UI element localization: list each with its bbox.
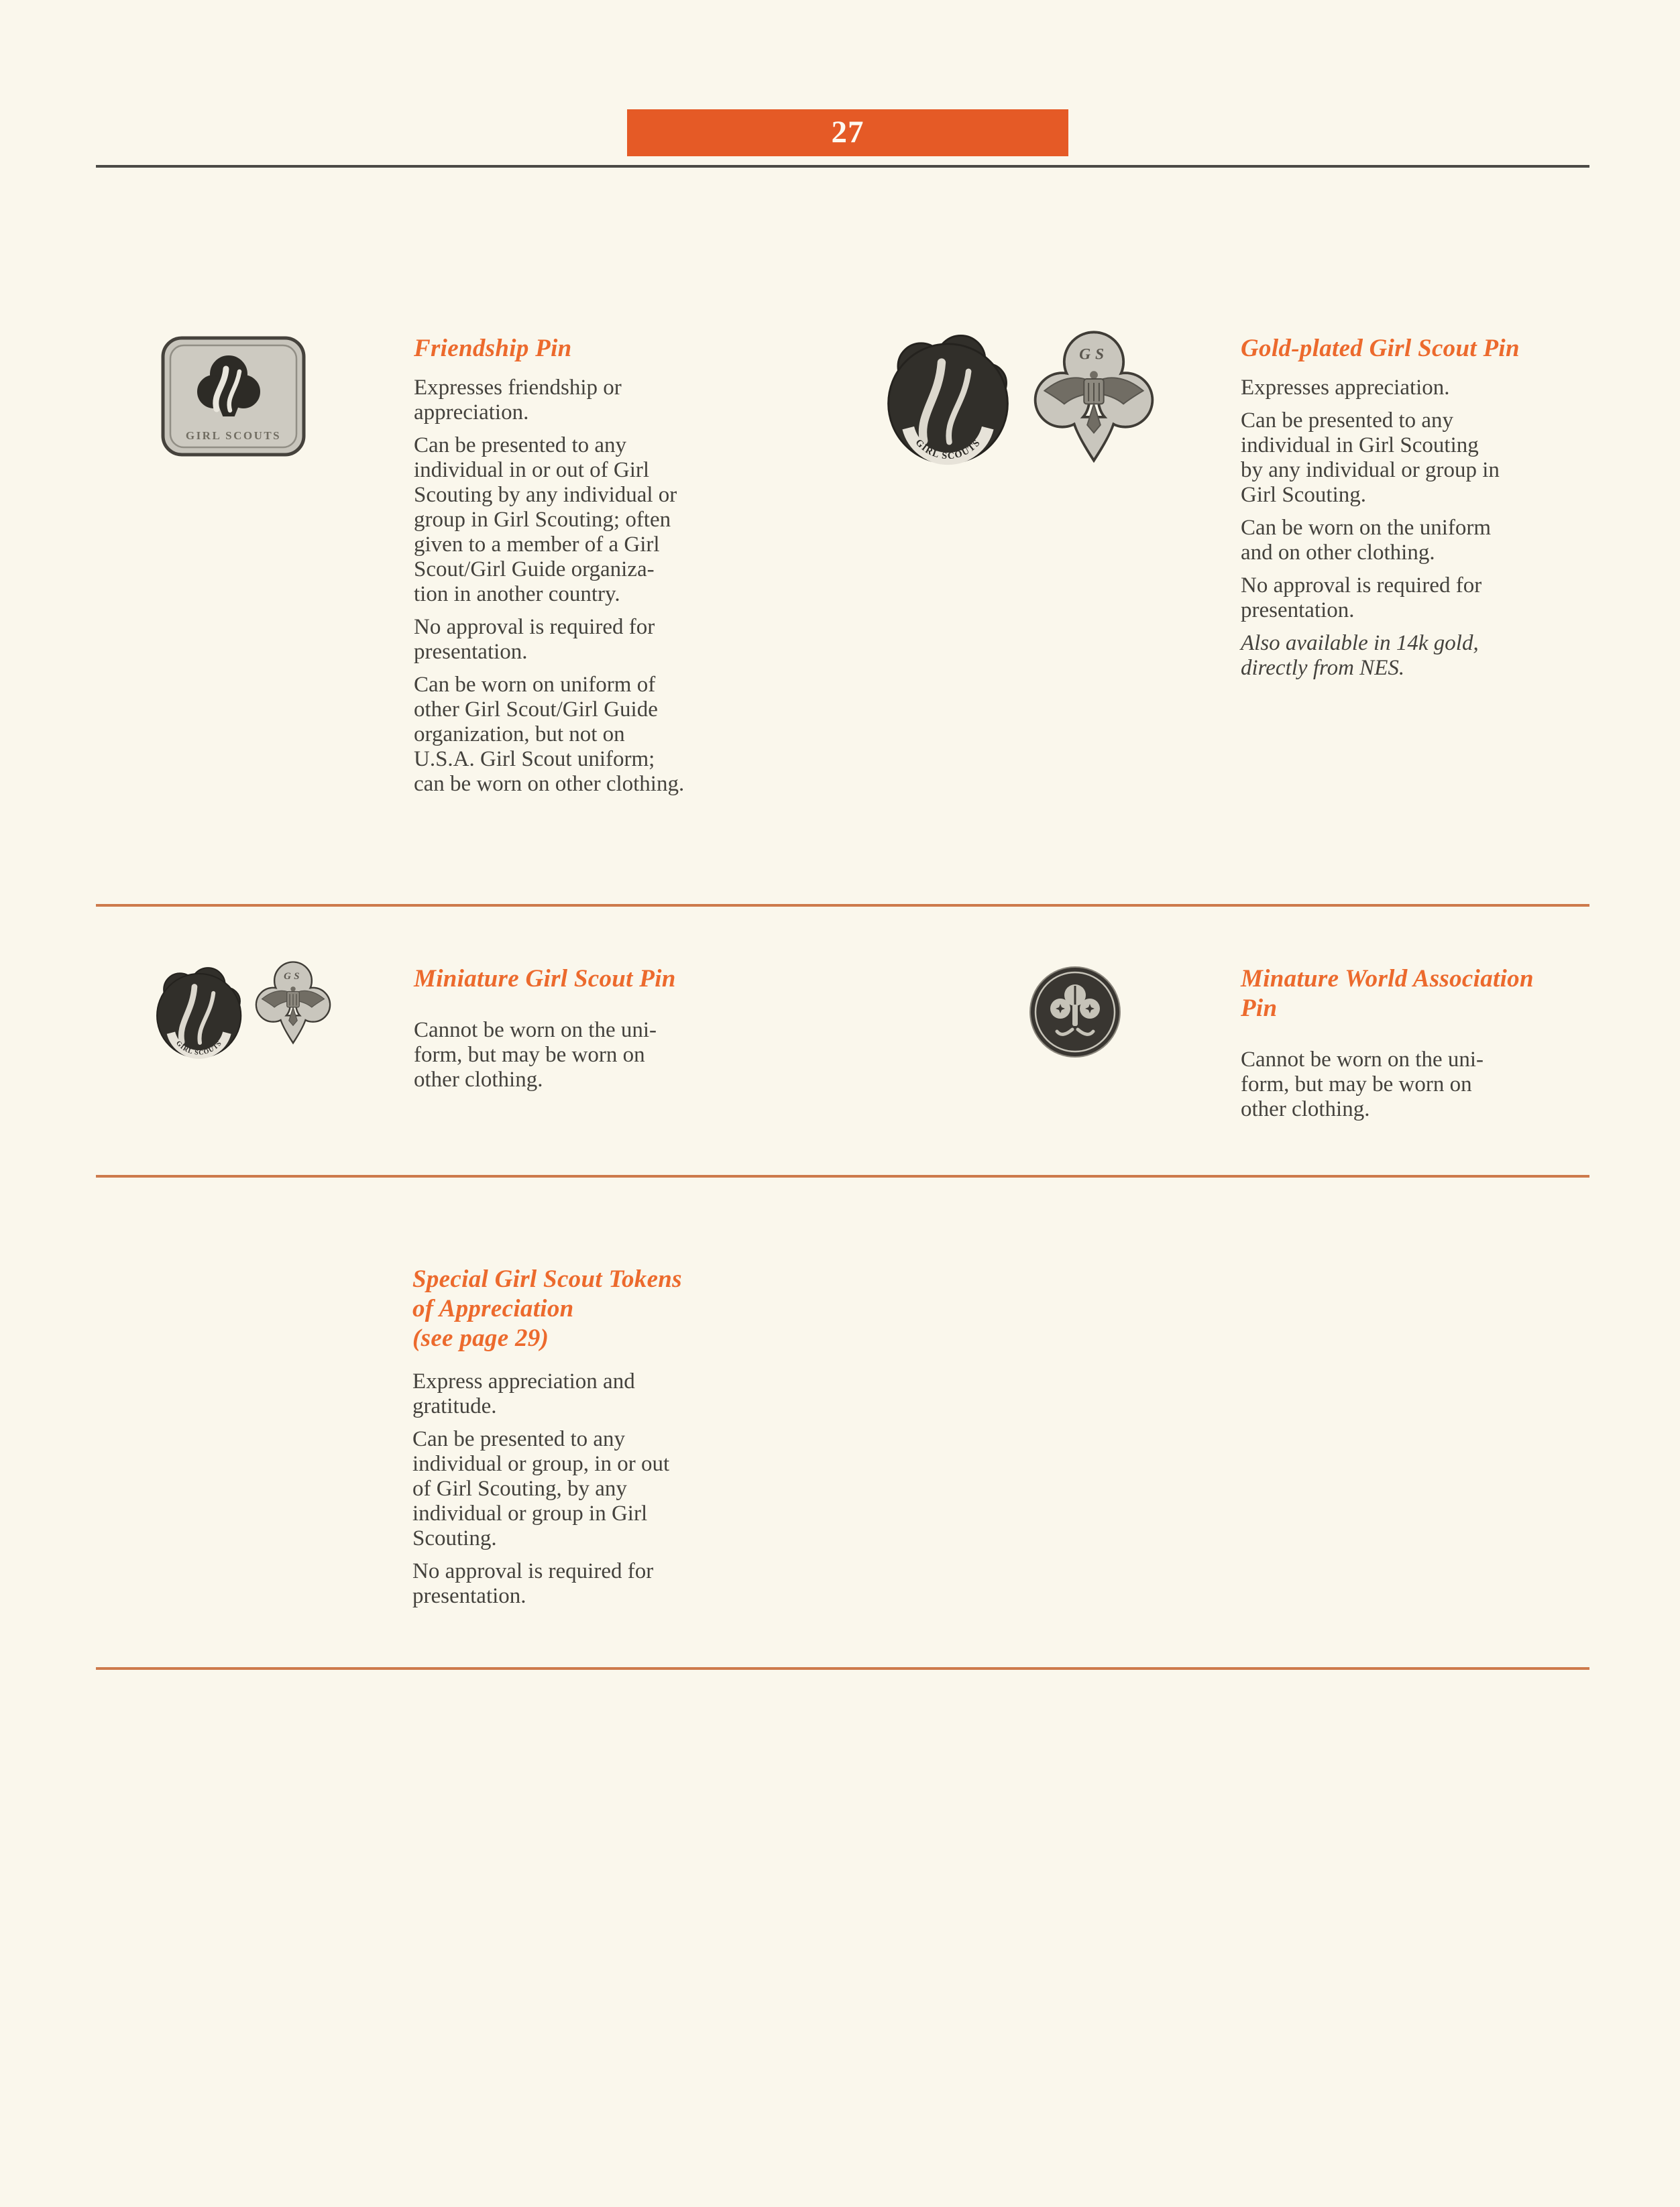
trefoil-eagle-pin-engraving: GS	[1079, 345, 1109, 363]
section-separator	[96, 1175, 1589, 1178]
trefoil-eagle-pin-icon	[1025, 326, 1163, 468]
paragraph: Can be worn on the uniform and on other clothing.	[1241, 516, 1492, 565]
trefoil-eagle-pin-image	[1025, 326, 1163, 468]
paragraph: Can be worn on uniform of other Girl Scout/Girl Guide organization, but not on U.S.A. Girl Scout uniform; can be worn on other clothing.	[414, 673, 685, 796]
section-title: Minature World Association Pin	[1241, 965, 1534, 1022]
paragraph: No approval is required for presentation.	[414, 615, 655, 664]
trefoil-eagle-pin-small-image	[249, 958, 337, 1048]
paragraph: Can be presented to any individual in or out of Girl Scouting by any individual or group in Girl Scouting; often given to a member of a Girl Scout/Girl Guide organiza- tion in another country.	[414, 433, 677, 606]
paragraph: Expresses friendship or appreciation.	[414, 376, 622, 425]
friendship-pin-icon	[159, 330, 308, 461]
section-separator	[96, 1667, 1589, 1670]
girl-scout-logo-pin-engraving: GIRL SCOUTS	[913, 437, 983, 462]
header-rule	[96, 165, 1589, 168]
paragraph: No approval is required for presentation.	[412, 1559, 654, 1608]
world-association-pin-image	[1027, 964, 1123, 1060]
section-separator	[96, 904, 1589, 907]
page-number: 27	[831, 115, 864, 150]
section-world-association-pin	[1241, 964, 1593, 1130]
section-title: Special Girl Scout Tokens of Appreciation (see page 29)	[412, 1265, 682, 1352]
paragraph: Can be presented to any individual or group, in or out of Girl Scouting, by any individual or group in Girl Scouting.	[412, 1427, 670, 1550]
friendship-pin-image	[159, 330, 308, 461]
girl-scout-logo-pin-icon	[883, 331, 1014, 468]
friendship-pin-engraving: GIRL SCOUTS	[185, 429, 282, 442]
miniature-pin-images	[153, 956, 337, 1061]
section-gold-plated-pin	[1241, 334, 1593, 689]
paragraph: Express appreciation and gratitude.	[412, 1369, 635, 1418]
section-title: Friendship Pin	[414, 335, 572, 362]
paragraph: Can be presented to any individual in Girl Scouting by any individual or group in Girl Scouting.	[1241, 408, 1500, 507]
section-title: Miniature Girl Scout Pin	[414, 965, 676, 993]
girl-scout-logo-pin-small-engraving: GIRL SCOUTS	[174, 1039, 224, 1057]
section-miniature-pin	[414, 964, 766, 1100]
paragraph: No approval is required for presentation.	[1241, 573, 1482, 622]
trefoil-eagle-pin-small-icon	[249, 958, 337, 1048]
paragraph-italic-note: Also available in 14k gold, directly from NES.	[1241, 631, 1479, 680]
trefoil-eagle-pin-small-engraving: GS	[284, 970, 302, 982]
paragraph: Expresses appreciation.	[1241, 376, 1450, 400]
girl-scout-logo-pin-image	[883, 331, 1014, 468]
section-special-tokens	[412, 1265, 765, 1617]
section-friendship-pin	[414, 334, 766, 805]
paragraph: Cannot be worn on the uni- form, but may be worn on other clothing.	[414, 1018, 657, 1092]
gold-plated-pin-images	[883, 326, 1163, 468]
section-title: Gold-plated Girl Scout Pin	[1241, 335, 1520, 362]
girl-scout-logo-pin-small-image	[153, 965, 245, 1061]
world-association-pin-icon	[1027, 964, 1123, 1060]
girl-scout-logo-pin-small-icon	[153, 965, 245, 1061]
paragraph: Cannot be worn on the uni- form, but may be worn on other clothing.	[1241, 1048, 1484, 1121]
page-number-banner	[627, 109, 1068, 156]
